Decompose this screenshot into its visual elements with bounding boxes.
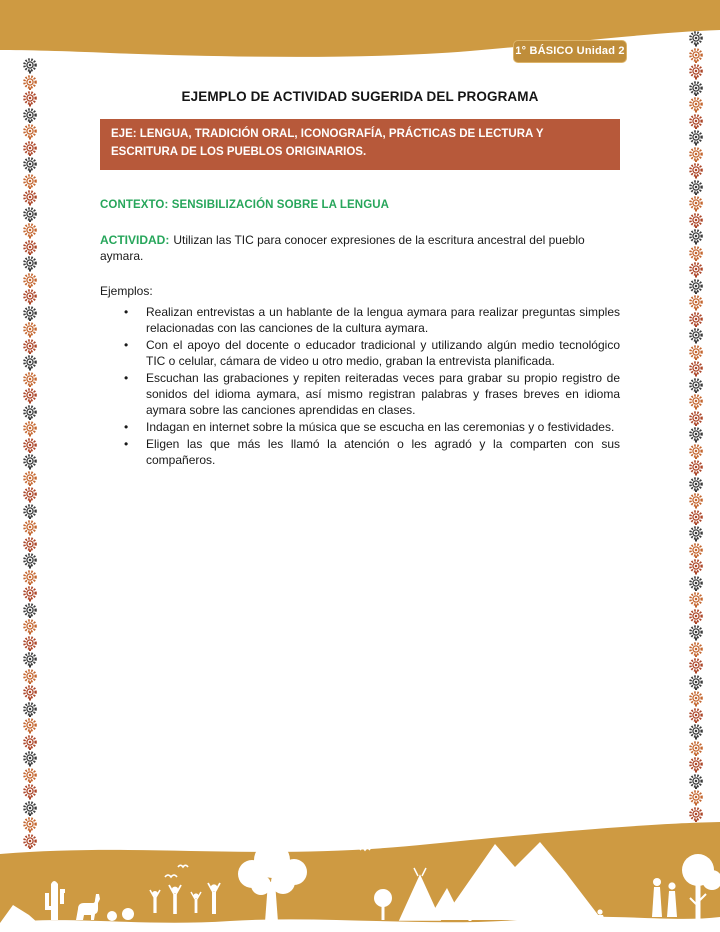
eje-box: EJE: LENGUA, TRADICIÓN ORAL, ICONOGRAFÍA, PRÁCTICAS DE LECTURA Y ESCRITURA DE LOS PUEBLOS ORIGINARIOS. (100, 119, 620, 170)
ornament-gear-icon (22, 222, 38, 239)
contexto-heading: CONTEXTO: SENSIBILIZACIÓN SOBRE LA LENGUA (100, 198, 390, 211)
ornament-gear-icon (688, 690, 704, 707)
list-item: • Escuchan las grabaciones y repiten reiteradas veces para grabar su propio registro de sonidos del idioma aymara, así mismo registran palabras y frases breves en idioma aymara sobre las canciones aprendidas en clases. (100, 370, 620, 418)
ornament-gear-icon (22, 437, 38, 454)
ornament-gear-icon (688, 591, 704, 608)
ornament-gear-icon (22, 569, 38, 586)
ornament-gear-icon (688, 179, 704, 196)
ornament-gear-icon (688, 443, 704, 460)
ornament-gear-icon (688, 377, 704, 394)
ornament-gear-icon (688, 657, 704, 674)
ornament-gear-icon (22, 321, 38, 338)
ornament-gear-icon (688, 707, 704, 724)
ornament-gear-icon (22, 602, 38, 619)
ornament-gear-icon (22, 552, 38, 569)
ornament-gear-icon (688, 162, 704, 179)
ornament-gear-icon (22, 767, 38, 784)
ornament-gear-icon (22, 173, 38, 190)
ornament-gear-icon (22, 288, 38, 305)
ornament-gear-icon (22, 140, 38, 157)
ornament-border-left (22, 57, 38, 849)
ornament-gear-icon (22, 107, 38, 124)
bottom-band-graphic (0, 820, 720, 932)
list-item: • Eligen las que más les llamó la atención o les agradó y la comparten con sus compañeros. (100, 436, 620, 468)
ornament-gear-icon (688, 146, 704, 163)
examples-list (100, 304, 620, 468)
ornament-gear-icon (688, 723, 704, 740)
content-area (100, 85, 620, 469)
ejemplos-label: Ejemplos: (100, 284, 153, 298)
ornament-gear-icon (22, 123, 38, 140)
ornament-gear-icon (22, 684, 38, 701)
ornament-gear-icon (688, 509, 704, 526)
ornament-gear-icon (688, 393, 704, 410)
list-item: • Con el apoyo del docente o educador tradicional y utilizando algún medio tecnológico TIC o celular, cámara de video u otro medio, graban la entrevista planificada. (100, 337, 620, 369)
ornament-gear-icon (688, 542, 704, 559)
ornament-gear-icon (688, 492, 704, 509)
ornament-gear-icon (22, 371, 38, 388)
ornament-gear-icon (688, 360, 704, 377)
ornament-gear-icon (22, 354, 38, 371)
ornament-gear-icon (22, 585, 38, 602)
list-item: • Indagan en internet sobre la música que se escucha en las ceremonias y o festividades. (100, 419, 620, 435)
ornament-gear-icon (688, 212, 704, 229)
ornament-gear-icon (22, 750, 38, 767)
actividad-line (100, 232, 620, 264)
ornament-gear-icon (22, 783, 38, 800)
bush-silhouette (122, 908, 134, 920)
ornament-gear-icon (688, 575, 704, 592)
ornament-gear-icon (688, 789, 704, 806)
ornament-gear-icon (22, 189, 38, 206)
ornament-gear-icon (688, 30, 704, 47)
ornament-gear-icon (22, 206, 38, 223)
ornament-gear-icon (688, 47, 704, 64)
page-title: EJEMPLO DE ACTIVIDAD SUGERIDA DEL PROGRAMA (181, 89, 539, 104)
ornament-gear-icon (688, 63, 704, 80)
ornament-gear-icon (688, 476, 704, 493)
ornament-gear-icon (688, 327, 704, 344)
unit-badge: 1° BÁSICO Unidad 2 (513, 40, 627, 63)
ornament-gear-icon (22, 272, 38, 289)
ornament-gear-icon (22, 470, 38, 487)
ornament-gear-icon (22, 519, 38, 536)
ornament-gear-icon (688, 245, 704, 262)
ornament-gear-icon (688, 740, 704, 757)
ornament-gear-icon (22, 734, 38, 751)
ornament-gear-icon (22, 486, 38, 503)
ornament-gear-icon (22, 156, 38, 173)
ornament-gear-icon (22, 503, 38, 520)
ornament-gear-icon (22, 255, 38, 272)
ornament-gear-icon (688, 195, 704, 212)
actividad-label: ACTIVIDAD: (100, 232, 170, 247)
ornament-gear-icon (688, 525, 704, 542)
ornament-gear-icon (22, 800, 38, 817)
ornament-gear-icon (22, 651, 38, 668)
top-band-graphic (0, 0, 720, 78)
ornament-gear-icon (688, 773, 704, 790)
ornament-border-right (688, 30, 704, 822)
ornament-gear-icon (22, 387, 38, 404)
ornament-gear-icon (688, 113, 704, 130)
ornament-gear-icon (22, 635, 38, 652)
ornament-gear-icon (688, 558, 704, 575)
ornament-gear-icon (688, 96, 704, 113)
ornament-gear-icon (22, 453, 38, 470)
ornament-gear-icon (688, 311, 704, 328)
ornament-gear-icon (688, 228, 704, 245)
ornament-gear-icon (688, 459, 704, 476)
ornament-gear-icon (688, 294, 704, 311)
ornament-gear-icon (22, 668, 38, 685)
ornament-gear-icon (688, 756, 704, 773)
ornament-gear-icon (22, 536, 38, 553)
ornament-gear-icon (22, 618, 38, 635)
list-item: • Realizan entrevistas a un hablante de la lengua aymara para realizar preguntas simples relacionadas con las canciones de la cultura aymara. (100, 304, 620, 336)
ornament-gear-icon (688, 641, 704, 658)
ornament-gear-icon (22, 57, 38, 74)
ornament-gear-icon (688, 261, 704, 278)
ornament-gear-icon (22, 701, 38, 718)
ornament-gear-icon (688, 344, 704, 361)
actividad-text: Utilizan las TIC para conocer expresiones de la escritura ancestral del pueblo aymara. (100, 232, 585, 263)
ornament-gear-icon (688, 674, 704, 691)
ornament-gear-icon (22, 74, 38, 91)
ornament-gear-icon (688, 410, 704, 427)
ornament-gear-icon (22, 90, 38, 107)
ornament-gear-icon (688, 624, 704, 641)
ornament-gear-icon (688, 426, 704, 443)
ornament-gear-icon (22, 717, 38, 734)
ornament-gear-icon (688, 278, 704, 295)
ornament-gear-icon (688, 80, 704, 97)
ornament-gear-icon (22, 305, 38, 322)
ornament-gear-icon (22, 420, 38, 437)
ornament-gear-icon (688, 129, 704, 146)
ornament-gear-icon (688, 608, 704, 625)
bush-silhouette (107, 911, 117, 921)
ornament-gear-icon (22, 404, 38, 421)
ornament-gear-icon (22, 239, 38, 256)
ornament-gear-icon (22, 338, 38, 355)
